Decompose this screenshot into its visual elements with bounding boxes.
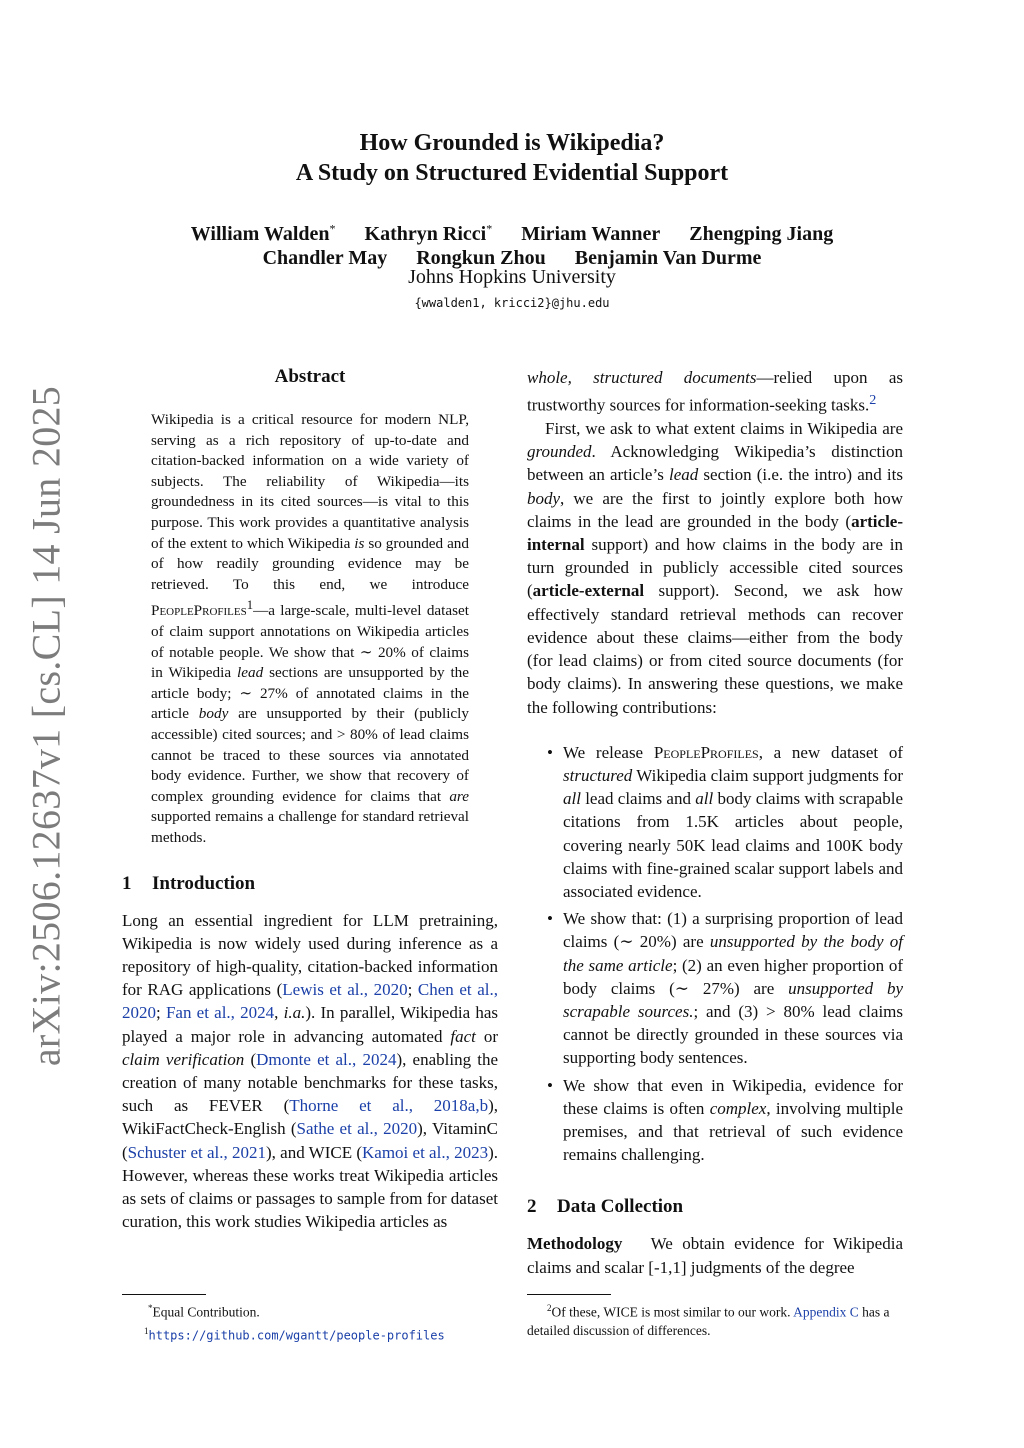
abstract-text: Wikipedia is a critical resource for modern NLP, serving as a rich repository of up-to-date and citation-backed information on a wide variety of subjects. The reliability of Wikipedia—its groundedness in its cited sources—is vital to this purpose. This work provides a quantitative analysis of the extent to which Wikipedia is so grounded and of how readily grounding evidence may be retrieved. To this end, we introduce PeopleProfiles$^1$—a large-scale, multi-level dataset of claim support annotations on Wikipedia articles of notable people. We show that ∼ 20% of claims in Wikipedia lead sections are unsupported by the article body; ∼ 27% of annotated claims in the article body are unsupported by their (publicly accessible) cited sources; and > 80% of lead claims cannot be traced to these sources via annotated body evidence. Further, we show that recovery of complex grounding evidence for claims that are supported remains a challenge for standard retrieval methods.: [151, 411, 470, 846]
citation-link[interactable]: Chen et al., 2020: [122, 980, 498, 1023]
left-column: [122, 366, 498, 1233]
methodology-paragraph: Methodology We obtain evidence for Wikipedia claims and scalar [-1,1] judgments of the degree: [527, 1234, 903, 1277]
arxiv-stamp: [20, 385, 72, 1067]
footnote-rule: [122, 1294, 206, 1295]
author: Miriam Wanner: [521, 222, 661, 245]
right-column: [527, 366, 903, 1279]
affiliation: Johns Hopkins University: [408, 266, 616, 288]
section-heading-introduction: 1 Introduction: [122, 872, 256, 894]
author: Zhengping Jiang: [689, 222, 834, 245]
author: Rongkun Zhou: [416, 246, 546, 269]
footnotes-left: [122, 1294, 498, 1344]
footnote: $^1$https://github.com/wgantt/people-profiles: [144, 1325, 445, 1342]
title-line-1: How Grounded is Wikipedia?: [359, 130, 665, 156]
citation-link[interactable]: Sathe et al., 2020: [296, 1119, 418, 1139]
citation-link[interactable]: Thorne et al., 2018a,b: [289, 1096, 489, 1116]
citation-link[interactable]: Fan et al., 2024: [165, 1003, 275, 1023]
section-heading-data-collection: 2 Data Collection: [527, 1196, 684, 1218]
appendix-link[interactable]: Appendix C: [793, 1304, 859, 1320]
abstract-heading: Abstract: [274, 366, 346, 387]
author: William Walden*: [190, 221, 336, 245]
citation-link[interactable]: Lewis et al., 2020: [282, 980, 408, 1000]
arxiv-stamp-text: arXiv:2506.12637v1 [cs.CL] 14 Jun 2025: [23, 385, 69, 1067]
author-list: [0, 216, 1024, 270]
citation-link[interactable]: Kamoi et al., 2023: [362, 1142, 489, 1162]
footnote-rule: [527, 1294, 611, 1295]
intro-paragraph: Long an essential ingredient for LLM pretraining, Wikipedia is now widely used during inference as a repository of high-quality, citation-backed information for RAG applications (Lewis et al., 2020; Chen et al., 2020; Fan et al., 2024, i.a.). In parallel, Wikipedia has played a major role in advancing automated fact or claim verification (Dmonte et al., 2024), enabling the creation of many notable benchmarks for these tasks, such as FEVER (Thorne et al., 2018a,b), WikiFactCheck-English (Sathe et al., 2020), VitaminC (Schuster et al., 2021), and WICE (Kamoi et al., 2023). However, whereas these works treat Wikipedia articles as sets of claims or passages to sample from for dataset curation, this work studies Wikipedia articles as: [122, 910, 499, 1232]
contribution-list: [527, 741, 903, 1167]
author: Benjamin Van Durme: [574, 246, 762, 269]
title-line-2: A Study on Structured Evidential Support: [295, 160, 729, 186]
citation-link[interactable]: Schuster et al., 2021: [127, 1142, 267, 1162]
footnote: *Equal Contribution.: [148, 1303, 260, 1320]
author-email: {wwalden1, kricci2}@jhu.edu: [414, 296, 610, 310]
paper-title: [0, 128, 1024, 188]
intro-continuation: whole, structured documents—relied upon as trustworthy sources for information-seeking tasks.$^2$: [527, 368, 903, 415]
list-item: • We show that even in Wikipedia, evidence for these claims is often complex, involving multiple premises, and that retrieval of such evidence remains challenging.: [547, 1075, 903, 1165]
footnote: $^2$Of these, WICE is most similar to our work. Appendix C has a detailed discussion of differences.: [527, 1303, 890, 1338]
citation-link[interactable]: Dmonte et al., 2024: [256, 1049, 397, 1069]
author: Kathryn Ricci*: [364, 221, 493, 245]
footnote-ref[interactable]: 2: [869, 392, 877, 409]
list-item: • We show that: (1) a surprising proportion of lead claims (∼ 20%) are unsupported by the body of the same article; (2) an even higher proportion of body claims (∼ 27%) are unsupported by scrapable sources.; and (3) > 80% lead claims cannot be directly grounded in these sources via supporting body sentences.: [547, 909, 904, 1068]
github-link[interactable]: https://github.com/wgantt/people-profiles: [148, 1328, 445, 1342]
footnotes-right: [527, 1294, 903, 1340]
author: Chandler May: [262, 246, 388, 269]
intro-paragraph: First, we ask to what extent claims in Wikipedia are grounded. Acknowledging Wikipedia’s distinction between an article’s lead section (i.e. the intro) and its body, we are the first to jointly explore both how claims in the lead are grounded in the body (article-internal support) and how claims in the body are in turn grounded in publicly accessible cited sources (article-external support). Second, we ask how effectively standard retrieval methods can recover evidence about these claims—either from the body (for lead claims) or from cited source documents (for body claims). In answering these questions, we make the following contributions:: [527, 419, 903, 717]
list-item: • We release PeopleProfiles, a new dataset of structured Wikipedia claim support judgments for all lead claims and all body claims with scrapable citations from 1.5K articles about people, covering nearly 50K lead claims and 100K body claims with fine-grained scalar support labels and associated evidence.: [547, 742, 903, 901]
